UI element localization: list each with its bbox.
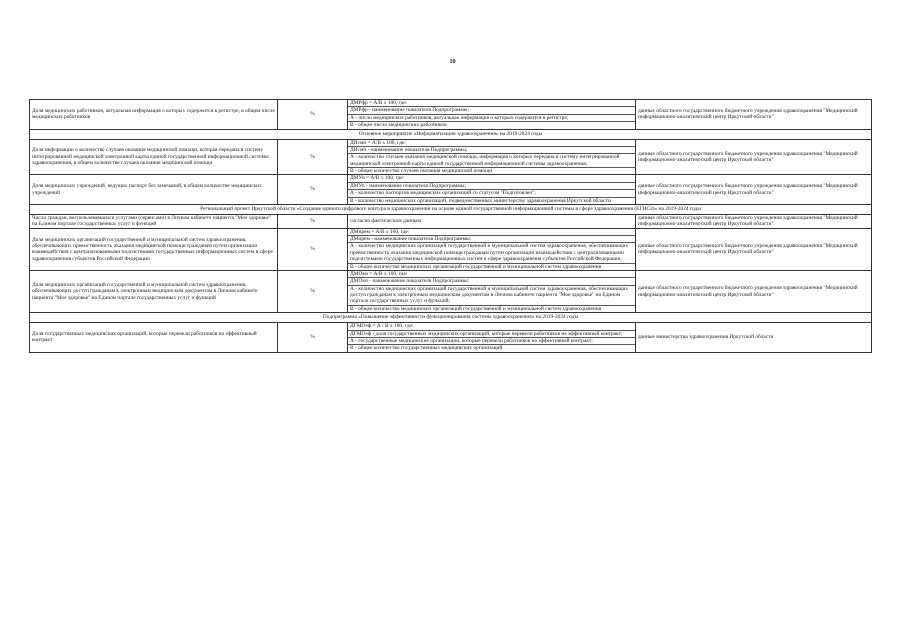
formula-line: ДГМОэф - доля государственных медицинских организаций, которые перевели работников на эффективный контракт; [348,330,635,337]
indicator-source: данные областного государственного бюджетного учреждения здравоохранения "Медицинский информационно-аналитический центр Иркутской области" [636,100,872,130]
section-title: Региональный проект Иркутской области «Создание единого цифрового контура в здравоохранении на основе единой государственной информационной системы в сфере здравоохранения (ЕГИСЗ)» на 2019-2024 годы [30,204,872,214]
indicator-source: данные областного государственного бюджетного учреждения здравоохранения "Медицинский информационно-аналитический центр Иркутской области" [636,270,872,312]
indicator-source: данные областного государственного бюджетного учреждения здравоохранения "Медицинский информационно-аналитический центр Иркутской области" [636,175,872,205]
section-header-row [30,204,872,214]
indicator-row [30,323,872,353]
indicator-row [30,175,872,205]
indicator-source: данные областного государственного бюджетного учреждения здравоохранения "Медицинский информационно-аналитический центр Иркутской области" [636,214,872,228]
indicator-formula [348,214,636,228]
formula-line: В - общее число медицинских работников [348,121,635,128]
indicator-unit: % [278,228,348,270]
formula-line: ДМОмз - наименование показателя Подпрограммы; [348,277,635,284]
indicator-unit: % [278,100,348,130]
indicator-formula [348,175,636,205]
indicator-unit: % [278,323,348,353]
indicator-row [30,100,872,130]
formula-line: А - количество медицинских организаций государственной и муниципальной систем здравоохранения, обеспечивающих преемственность оказания медицинской помощи гражданам путем организации взаимодействия с централизованными подсистемами государственных информационных систем в сфере здравоохранения субъектов Российской Федерации; [348,242,635,262]
formula-line: В - общее количество медицинских организаций государственной и муниципальной систем здравоохранения [348,305,635,312]
formula-line: А - количество медицинских организаций государственной и муниципальной систем здравоохранения, обеспечивающих доступ гражданам к электронным медицинским документам в Личном кабинете пациента "Мое здоровье" на Едином портале государственных услуг и функций; [348,285,635,305]
indicator-name: Доля медицинских организаций государственной и муниципальной систем здравоохранения, обеспечивающих доступ гражданам к электронным медицинским документам в Личном кабинете пациента "Мое здоровье" на Едином портале государственных услуг и функций [30,270,278,312]
indicator-source: данные областного государственного бюджетного учреждения здравоохранения "Медицинский информационно-аналитический центр Иркутской области" [636,139,872,175]
indicator-row [30,139,872,175]
indicator-source: данные министерства здравоохранения Иркутской области [636,323,872,353]
indicator-formula [348,139,636,175]
formula-line: В - общее количество государственных медицинских организаций [348,344,635,351]
indicator-unit: % [278,270,348,312]
indicator-source: данные областного государственного бюджетного учреждения здравоохранения "Медицинский информационно-аналитический центр Иркутской области" [636,228,872,270]
indicator-name: Доля медицинских работников, актуальная информация о которых содержится в регистре, в общем числе медицинских работников [30,100,278,130]
indicator-formula [348,228,636,270]
formula-line: ДГМОэф = А / В х 100, где: [350,323,414,330]
formula-line: ДМРфр = А/В х 100, где: [350,100,408,106]
formula-line: согласно фактическим данным [350,218,421,225]
formula-line: ДМОмз = А/В х 100, где: [350,270,408,277]
formula-line: А - количество паспортов медицинских организаций со статусом "Подготовлен"; [348,189,635,196]
indicator-row [30,270,872,312]
page-number: 10 [449,59,456,65]
formula-line: В - общее количество медицинских организаций государственной и муниципальной систем здравоохранения [348,263,635,270]
formula-line: А - государственные медицинские организации, которые перевели работников на эффективный контракт; [348,337,635,344]
indicator-row [30,214,872,228]
indicator-name: Доля государственных медицинских организаций, которые перевели работников на эффективный контракт [30,323,278,353]
indicator-formula [348,100,636,130]
section-title: Подпрограмма «Повышение эффективности функционирования системы здравоохранения» на 2019-2024 годы [30,313,872,323]
formula-line: В - общее количество случаев оказания медицинской помощи [348,167,635,174]
indicator-formula [348,270,636,312]
formula-line: А - число медицинских работников, актуальная информация о которых содержится в регистре; [348,114,635,121]
formula-line: ДМУп = А/В х 100, где: [350,175,405,182]
formula-line: ДИсмп = А/В х 100, где: [350,139,406,146]
formula-line: ДМУп - наименование показателя Подпрограммы; [348,182,635,189]
indicator-name: Число граждан, воспользовавшихся услугами (сервисами) в Личном кабинете пациента "Мое здоровье" на Едином портале государственных услуг и функций [30,214,278,228]
section-title: Основное мероприятие «Информатизация здравоохранения» на 2019-2024 годы [30,129,872,139]
formula-line: А - количество случаев оказания медицинской помощи, информация о которых передана в систему интегрированной медицинской электронной карты единой государственной информационной системы здравоохранения; [348,153,635,167]
indicator-unit: % [278,139,348,175]
indicator-formula [348,323,636,353]
formula-line: ДИсмп - наименование показателя Подпрограммы; [348,146,635,153]
formula-line: В - количество медицинских организаций, подведомственных министерству здравоохранения Иркутской области [348,197,635,204]
indicator-unit: % [278,175,348,205]
indicators-table-body [30,100,872,353]
section-header-row [30,129,872,139]
indicator-name: Доля медицинских учреждений, ведущих паспорт без замечаний, в общем количестве медицинских учреждений [30,175,278,205]
formula-line: ДМРфр - наименование показателя Подпрограммы; [348,106,635,113]
section-header-row [30,313,872,323]
formula-line: ДМпрем - наименование показателя Подпрограммы; [348,235,635,242]
formula-line: ДМпрем = А/В х 100, где: [350,228,410,235]
indicator-name: Доля медицинских организаций государственной и муниципальной систем здравоохранения, обеспечивающих преемственность оказания медицинской помощи гражданам путем организации взаимодействия с централизованными подсистемами государственных информационных систем в сфере здравоохранения субъектов Российской Федерации [30,228,278,270]
indicator-name: Доля информации о количестве случаев оказания медицинской помощи, которая передана в систему интегрированной медицинской электронной карты единой государственной информационной системы здравоохранения, в общем количестве случаев оказания медицинской помощи [30,139,278,175]
indicator-unit: % [278,214,348,228]
indicators-table [29,99,872,353]
indicator-row [30,228,872,270]
